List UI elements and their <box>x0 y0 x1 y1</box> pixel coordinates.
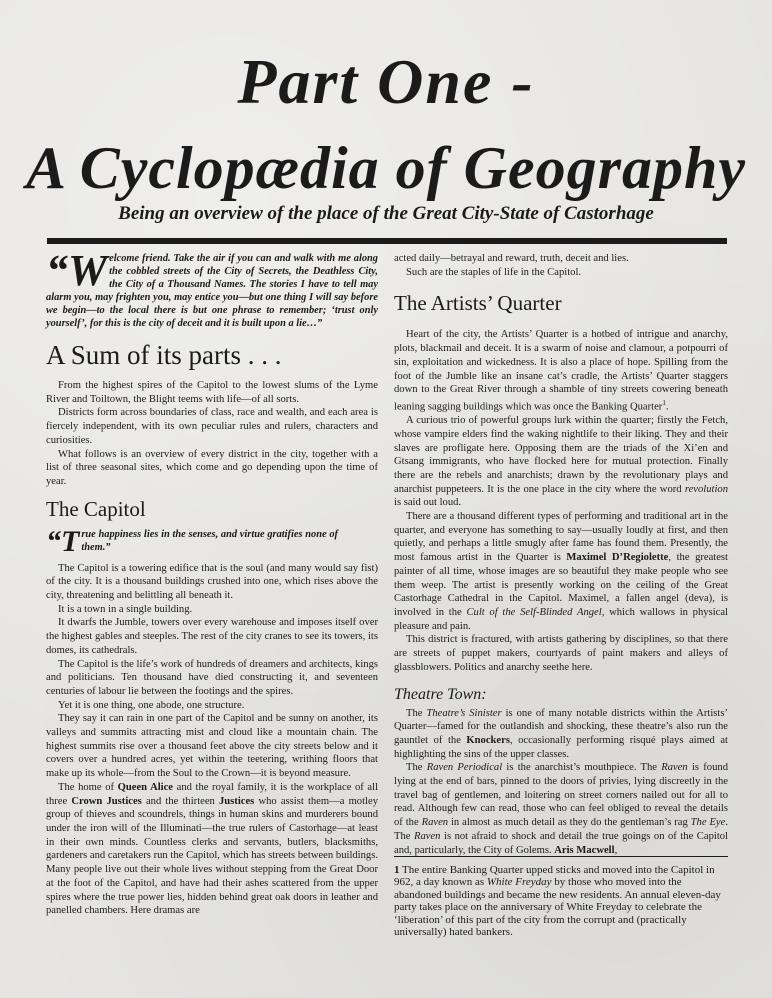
capitol-paragraph: Yet it is one thing, one abode, one structure. <box>58 699 245 711</box>
sum-paragraph: Districts form across boundaries of class, race and wealth, and each area is fiercely independent, with its own peculiar rules and rulers, characters and curiosities. <box>46 407 378 446</box>
theatre-paragraph: The Theatre’s Sinister is one of many notable districts within the Artists’ Quarter—famed for the outlandish and shocking, these theatre’s also run the gauntlet of the Knockers, occasionally performing risqué plays aimed at highlighting the sins of the upper classes. <box>394 707 728 760</box>
header-rule <box>47 238 727 244</box>
capitol-paragraph: They say it can rain in one part of the Capitol and be sunny on another, its valleys and summits attracting mist and cloud like a mountain chain. The highest summits rise over a thousand feet above the city streets below and it covers over a hundred acres, yet within the teetering, writhing floors that make up its whole—from the Soul to the Crown—it is beyond measure. <box>46 713 378 780</box>
page-subtitle: Being an overview of the place of the Great City-State of Castorhage <box>118 203 654 224</box>
capitol-drop-cap: “T <box>46 524 80 558</box>
sum-heading: A Sum of its parts . . . <box>46 340 282 370</box>
welcome-drop-cap: “W <box>46 246 108 295</box>
capitol-paragraph: It dwarfs the Jumble, towers over every warehouse and imposes itself over the highest gables and steeples. The rest of the city cranes to see its towers, its domes, its cathedrals. <box>46 617 378 656</box>
sum-paragraph: What follows is an overview of every district in the city, together with a list of three seasonal sites, which come and go depending upon the time of year. <box>46 448 378 487</box>
capitol-paragraph: The Capitol is a towering edifice that is the soul (and many would say fist) of the city. It is a thousand buildings crushed into one, which rises above the city, threatening and belittling all beneath it. <box>46 562 378 602</box>
artists-heading: The Artists’ Quarter <box>394 291 562 316</box>
page-title-line2: A Cyclopædia of Geography <box>26 135 746 201</box>
page-title-line1: Part One - <box>237 46 535 117</box>
sum-paragraph: From the highest spires of the Capitol to the lowest slums of the Lyme River and Toiltown, the Blight teems with life—of all sorts. <box>46 380 378 405</box>
welcome-quote <box>46 246 378 330</box>
right-column <box>394 252 728 857</box>
artists-paragraph: A curious trio of powerful groups lurk within the quarter; firstly the Fetch, whose vampire elders find the waking nightlife to their liking. They and their slaves are profligate here. Opposing them are the triads of the Xi’en and Gtsang immigrants, who have flocked here for mutual protection. Finally there are the rebels and anarchists; drawn by the revolutionary plays and anarchist puppeteers. It is the one place in the city where the word revolution is said out loud. <box>394 415 728 509</box>
footnote-ref: 1 <box>662 398 666 407</box>
left-column <box>46 246 379 918</box>
capitol-quote-text: rue happiness lies in the senses, and virtue gratifies none of them.” <box>81 528 338 553</box>
artists-paragraph: There are a thousand different types of performing and traditional art in the quarter, and everyone has something to say—usually loudly at first, and then quietly, and perhaps a little smugly after fame has found them. Presently, the most famous artist in the Quarter is Maximel D’Regiolette, the greatest painter of all time, whose images are so beautiful they make people who see them weep. The artist is presently working on the ceiling of the Great Castorhage Cathedral in the Capitol. Maximel, a fallen angel (deva), is involved in the Cult of the Self-Blinded Angel, which wallows in physical pleasure and pain. <box>394 511 729 632</box>
capitol-paragraph: The Capitol is the life’s work of hundreds of dreamers and architects, kings and politicians. Ten thousand have died constructing it, and seventeen centuries of labour lie between the footings and the spires. <box>46 658 378 697</box>
theatre-heading: Theatre Town: <box>394 685 487 703</box>
alice-paragraph: The home of Queen Alice and the royal family, it is the workplace of all three Crown Justices and the thirteen Justices who assist them—a motley group of thieves and scoundrels, things in human skins and murderers bound under the iron will of the Illuminati—the true rulers of Castorhage—at least in their own minds. Countless clerks and servants, butlers, blacksmiths, gardeners and caretakers run the Capitol, which has streets between buildings. Many people live out their whole lives without stepping from the Great Door at the foot of the Capitol, and have had their ashes scattered from the upper spires where the true power lies, hidden behind great oak doors in leather and panelled chambers. Here dramas are <box>46 781 379 917</box>
staples-paragraph: Such are the staples of life in the Capitol. <box>406 266 582 278</box>
capitol-paragraph: It is a town in a single building. <box>58 603 193 615</box>
continued-paragraph: acted daily—betrayal and reward, truth, deceit and lies. <box>394 253 629 264</box>
footnote-rule <box>394 856 728 857</box>
theatre-paragraph: The Raven Periodical is the anarchist’s mouthpiece. The Raven is found lying at the end of bars, pinned to the doors of privies, lying discreetly in the travel bag of gentlemen, and loitering on street corners nailed out for all to read. Although few can read, those who can feel obliged to reveal the details of the Raven in almost as much detail as they do the gentleman’s rag The Eye. The Raven is not afraid to shock and detail the true goings on of the Capitol and, particularly, the City of Golems. Aris Macwell, <box>394 762 728 856</box>
artists-paragraph: This district is fractured, with artists gathering by disciplines, so that there are streets of puppet makers, courtyards of paint makers and alleys of glassblowers. Politics and anarchy seethe here. <box>394 634 728 673</box>
footnote: 1 The entire Banking Quarter upped sticks and moved into the Capitol in 962, a day known as White Freyday by those who moved into the abandoned buildings and became the new residents. An annual eleven-day party takes place on the anniversary of White Freyday to celebrate the ‘liberation’ of this part of the city from the corrupt and (practically universally) hated bankers. <box>394 864 721 939</box>
artists-paragraph: Heart of the city, the Artists’ Quarter is a hotbed of intrigue and anarchy, plots, blackmail and deceit. It is a swarm of noise and clamour, a potpourri of sin, exploitation and wickedness. It is also a place of hope. Spilling from the foot of the Jumble like an insane cat’s cradle, the Artists’ Quarter staggers down to the Great River through a shamble of tiny streets cowering beneath leaning sagging buildings which was once the Banking Quarter$^1$. <box>394 329 728 413</box>
capitol-heading: The Capitol <box>46 496 146 521</box>
capitol-quote <box>46 524 378 558</box>
welcome-quote-text: elcome friend. Take the air if you can and walk with me along the cobbled streets of the City of Secrets, the Deathless City, the City of a Thousand Names. The stories I have to tell may alarm you, may frighten you, may entice you—but one thing I will say before we begin—to the local there is but one phrase to remember; ‘trust only yourself’, for this is the city of deceit and it is built upon a lie…” <box>46 253 378 329</box>
